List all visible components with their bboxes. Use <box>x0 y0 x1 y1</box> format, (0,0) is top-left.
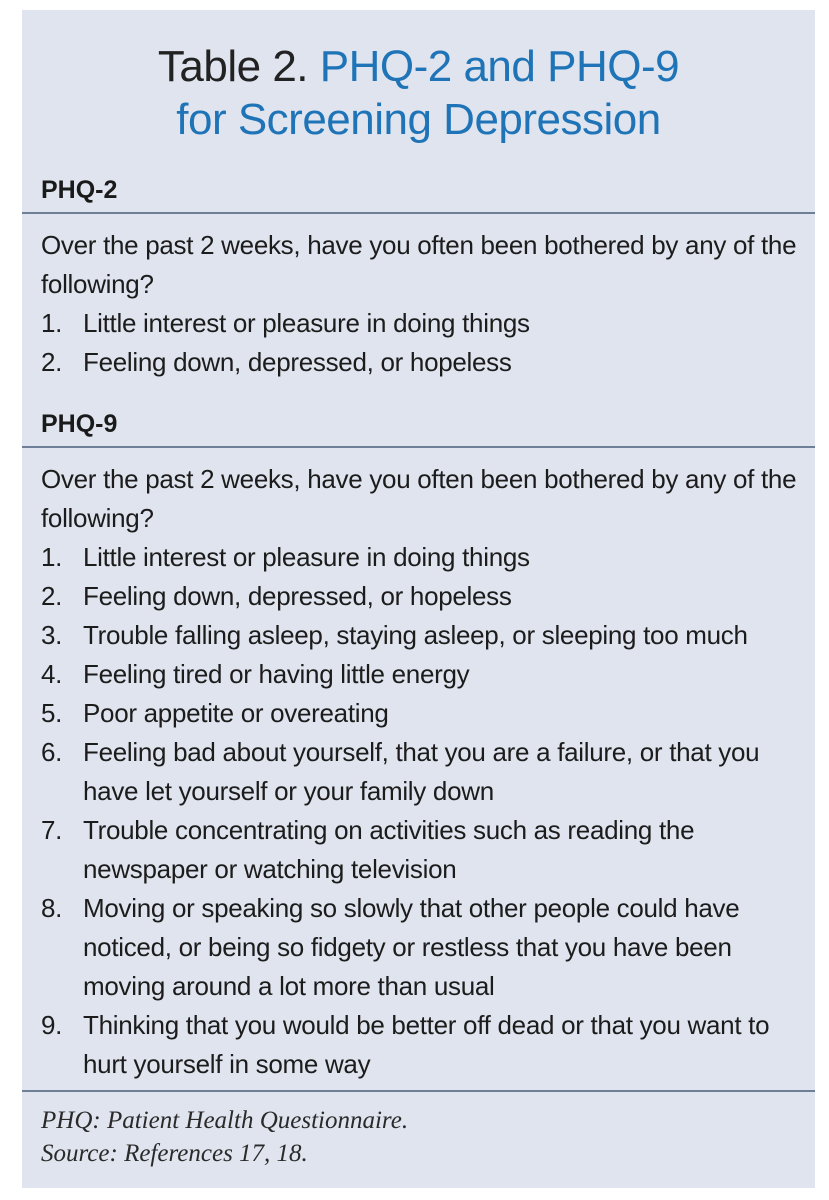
phq9-item-number: 2. <box>41 581 63 611</box>
title-line-1 <box>22 40 815 93</box>
phq2-prompt: Over the past 2 weeks, have you often been bothered by any of the following? <box>41 230 797 299</box>
phq9-item-text: Little interest or pleasure in doing things <box>83 542 530 572</box>
title-label: Table 2. <box>157 42 320 91</box>
phq9-item <box>41 733 801 811</box>
phq9-item-text: Poor appetite or overeating <box>83 698 389 728</box>
phq9-item <box>41 811 801 889</box>
title-accent-line-1: PHQ-2 and PHQ-9 <box>319 42 680 91</box>
phq9-item <box>41 616 801 655</box>
phq9-item <box>41 538 801 577</box>
phq2-item-text: Little interest or pleasure in doing things <box>83 308 530 338</box>
phq9-item-list <box>41 538 801 1084</box>
phq9-item-text: Thinking that you would be better off dead or that you want to hurt yourself in some way <box>83 1010 770 1079</box>
phq2-item-list <box>41 304 801 382</box>
phq9-item-text: Feeling tired or having little energy <box>83 659 470 689</box>
phq9-prompt: Over the past 2 weeks, have you often been bothered by any of the following? <box>41 464 797 533</box>
phq2-item-number: 2. <box>41 347 63 377</box>
phq9-heading: PHQ-9 <box>41 410 118 438</box>
phq9-item-number: 1. <box>41 542 63 572</box>
phq9-item-number: 9. <box>41 1010 63 1040</box>
phq2-heading: PHQ-2 <box>41 176 118 204</box>
phq9-item-number: 8. <box>41 893 63 923</box>
phq9-item <box>41 655 801 694</box>
footnotes <box>41 1104 408 1170</box>
abbreviation-note: PHQ: Patient Health Questionnaire. <box>41 1107 409 1134</box>
phq2-item <box>41 304 801 343</box>
phq2-divider <box>22 212 815 214</box>
phq9-divider <box>22 446 815 448</box>
phq9-item-text: Trouble concentrating on activities such as reading the newspaper or watching television <box>83 815 695 884</box>
phq9-item <box>41 577 801 616</box>
phq9-section <box>41 460 801 1084</box>
phq2-item-number: 1. <box>41 308 63 338</box>
phq9-item-text: Feeling bad about yourself, that you are a failure, or that you have let yourself or your family down <box>83 737 760 806</box>
phq9-item-text: Trouble falling asleep, staying asleep, or sleeping too much <box>83 620 748 650</box>
footer-divider <box>22 1090 815 1092</box>
table-title <box>22 40 815 146</box>
phq9-item-number: 4. <box>41 659 63 689</box>
phq9-item-number: 3. <box>41 620 63 650</box>
phq9-item <box>41 889 801 1006</box>
phq9-item-text: Moving or speaking so slowly that other people could have noticed, or being so fidgety or restless that you have been moving around a lot more than usual <box>83 893 740 1001</box>
phq2-item <box>41 343 801 382</box>
table-panel <box>22 10 815 1188</box>
phq9-item-text: Feeling down, depressed, or hopeless <box>83 581 512 611</box>
phq9-item-number: 5. <box>41 698 63 728</box>
phq2-section <box>41 226 801 382</box>
title-accent-line-2: for Screening Depression <box>176 95 661 144</box>
phq9-item <box>41 694 801 733</box>
phq9-item <box>41 1006 801 1084</box>
phq2-item-text: Feeling down, depressed, or hopeless <box>83 347 512 377</box>
phq9-item-number: 6. <box>41 737 63 767</box>
source-note: Source: References 17, 18. <box>41 1140 308 1167</box>
phq9-item-number: 7. <box>41 815 63 845</box>
